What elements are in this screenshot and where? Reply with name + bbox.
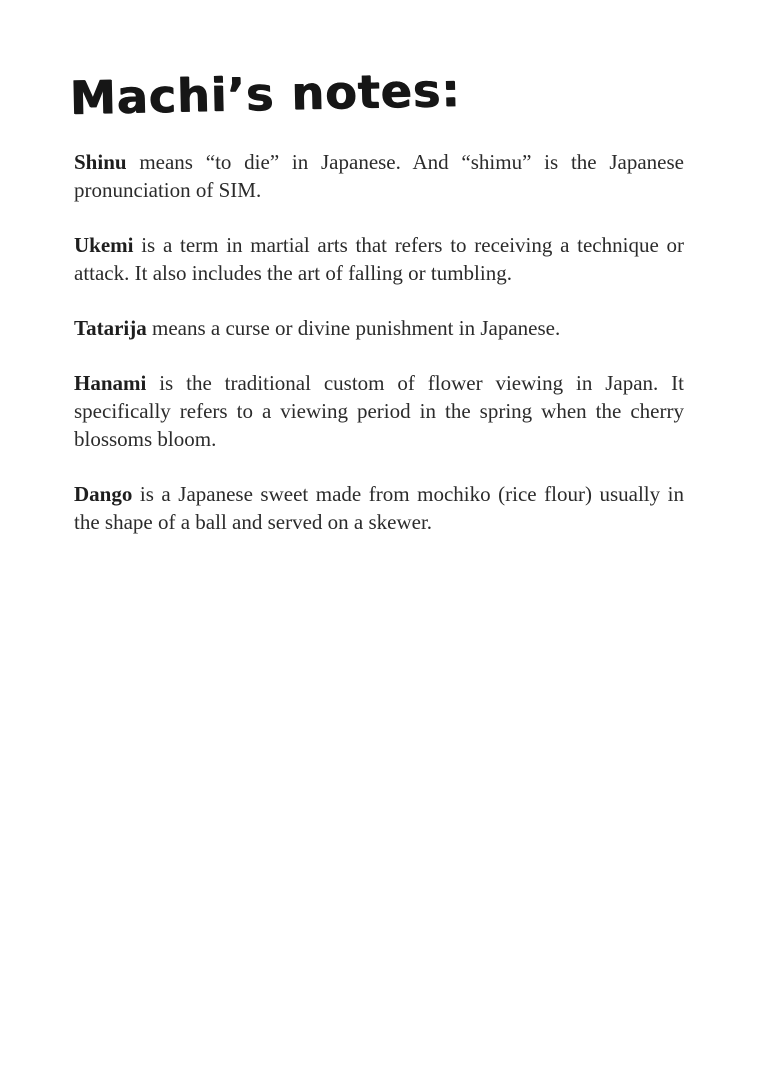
note-shinu bbox=[74, 148, 684, 204]
note-hanami bbox=[74, 369, 684, 453]
note-term: Ukemi bbox=[74, 233, 134, 257]
note-definition: is a term in martial arts that refers to receiving a technique or attack. It also includes the art of falling or tumbling. bbox=[74, 233, 684, 285]
note-term: Shinu bbox=[74, 150, 127, 174]
note-definition: is the traditional custom of flower viewing in Japan. It specifically refers to a viewing period in the spring when the cherry blossoms bloom. bbox=[74, 371, 684, 451]
notes-list bbox=[74, 148, 684, 563]
note-definition: is a Japanese sweet made from mochiko (rice flour) usually in the shape of a ball and served on a skewer. bbox=[74, 482, 684, 534]
page-title: Machi’s notes: bbox=[69, 62, 462, 125]
note-tatarija bbox=[74, 314, 684, 342]
note-term: Tatarija bbox=[74, 316, 147, 340]
note-term: Dango bbox=[74, 482, 133, 506]
note-ukemi bbox=[74, 231, 684, 287]
note-definition: means a curse or divine punishment in Japanese. bbox=[146, 316, 561, 340]
note-term: Hanami bbox=[74, 371, 147, 395]
note-definition: means “to die” in Japanese. And “shimu” is the Japanese pronunciation of SIM. bbox=[74, 150, 684, 202]
note-dango bbox=[74, 480, 684, 536]
